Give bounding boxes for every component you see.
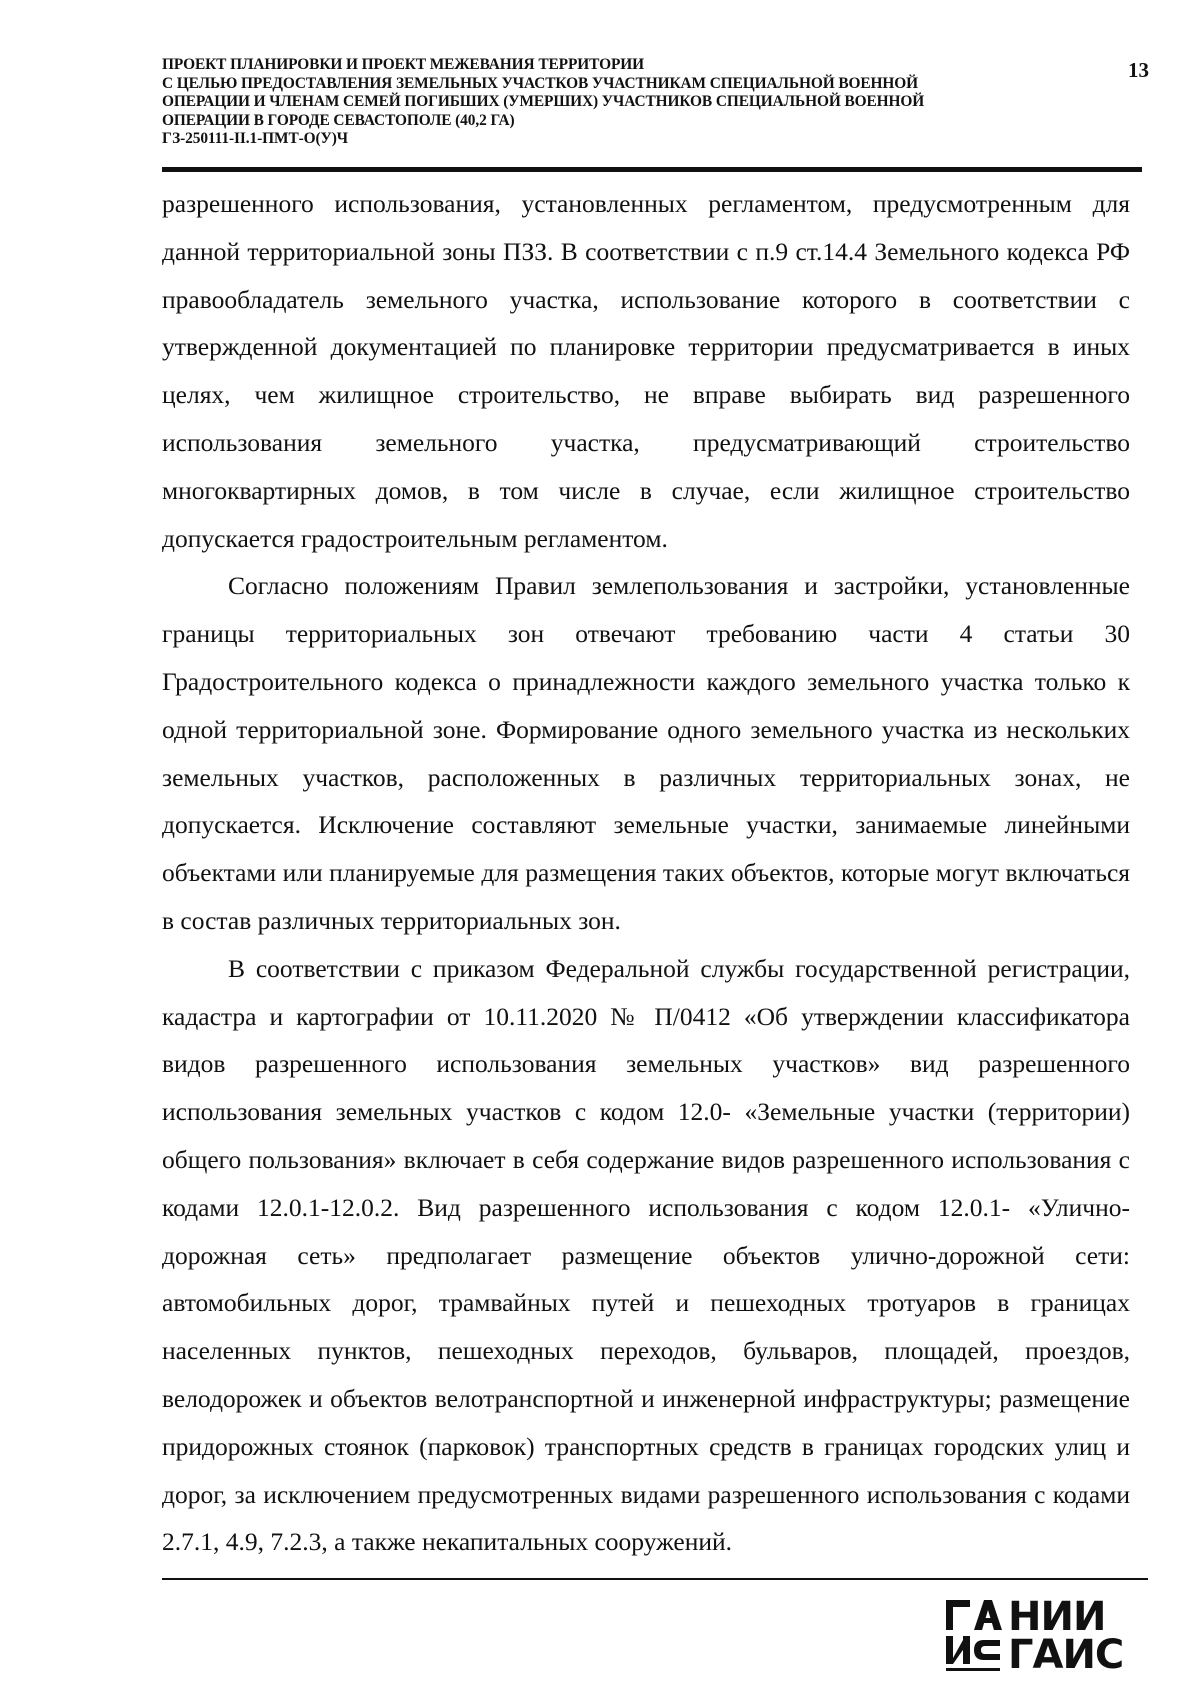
logo-text-gais: ГАИС	[1008, 1632, 1124, 1678]
footer-divider	[162, 1578, 1148, 1580]
logo-text-nii: НИИ	[1008, 1594, 1106, 1640]
nii-gais-logo	[944, 1596, 1144, 1676]
document-code: ГЗ-250111-II.1-ПМТ-О(У)Ч	[162, 130, 348, 147]
paragraph-2: Согласно положениям Правил землепользования и застройки, установленные границы территориальных зон отвечают требованию части 4 статьи 30 Градостроительного кодекса о принадлежности каждого земельного участка только к одной территориальной зоне. Формирование одного земельного участка из нескольких земельных участков, расположенных в различных территориальных зонах, не допускается. Исключение составляют земельные участки, занимаемые линейными объектами или планируемые для размещения таких объектов, которые могут включаться в состав различных территориальных зон.	[162, 571, 1130, 935]
page-number: 13	[1128, 58, 1149, 82]
paragraph-3: В соответствии с приказом Федеральной службы государственной регистрации, кадастра и картографии от 10.11.2020 № П/0412 «Об утверждении классификатора видов разрешенного использования земельных участков» вид разрешенного использования земельных участков с кодом 12.0- «Земельные участки (территории) общего пользования» включает в себя содержание видов разрешенного использования с кодами 12.0.1-12.0.2. Вид разрешенного использования с кодом 12.0.1- «Улично-дорожная сеть» предполагает размещение объектов улично-дорожной сети: автомобильных дорог, трамвайных путей и пешеходных тротуаров в границах населенных пунктов, пешеходных переходов, бульваров, площадей, проездов, велодорожек и объектов велотранспортной и инженерной инфраструктуры; размещение придорожных стоянок (парковок) транспортных средств в границах городских улиц и дорог, за исключением предусмотренных видами разрешенного использования с кодами 2.7.1, 4.9, 7.2.3, а также некапитальных сооружений.	[162, 953, 1130, 1557]
gais-emblem-icon	[944, 1596, 1002, 1674]
paragraph-1: разрешенного использования, установленных регламентом, предусмотренным для данной территориальной зоны ПЗЗ. В соответствии с п.9 ст.14.4 Земельного кодекса РФ правообладатель земельного участка, использование которого в соответствии с утвержденной документацией по планировке территории предусматривается в иных целях, чем жилищное строительство, не вправе выбирать вид разрешенного использования земельного участка, предусматривающий строительство многоквартирных домов, в том числе в случае, если жилищное строительство допускается градостроительным регламентом.	[162, 189, 1130, 553]
header-line-3: ОПЕРАЦИИ И ЧЛЕНАМ СЕМЕЙ ПОГИБШИХ (УМЕРШИХ) УЧАСТНИКОВ СПЕЦИАЛЬНОЙ ВОЕННОЙ	[162, 93, 925, 110]
header-divider	[162, 167, 1142, 172]
document-header	[162, 56, 1062, 149]
header-line-2: С ЦЕЛЬЮ ПРЕДОСТАВЛЕНИЯ ЗЕМЕЛЬНЫХ УЧАСТКОВ УЧАСТНИКАМ СПЕЦИАЛЬНОЙ ВОЕННОЙ	[162, 74, 919, 92]
header-line-1: ПРОЕКТ ПЛАНИРОВКИ И ПРОЕКТ МЕЖЕВАНИЯ ТЕРРИТОРИИ	[162, 56, 644, 73]
document-body	[162, 180, 1130, 1566]
header-line-4: ОПЕРАЦИИ В ГОРОДЕ СЕВАСТОПОЛЕ (40,2 ГА)	[162, 111, 515, 129]
